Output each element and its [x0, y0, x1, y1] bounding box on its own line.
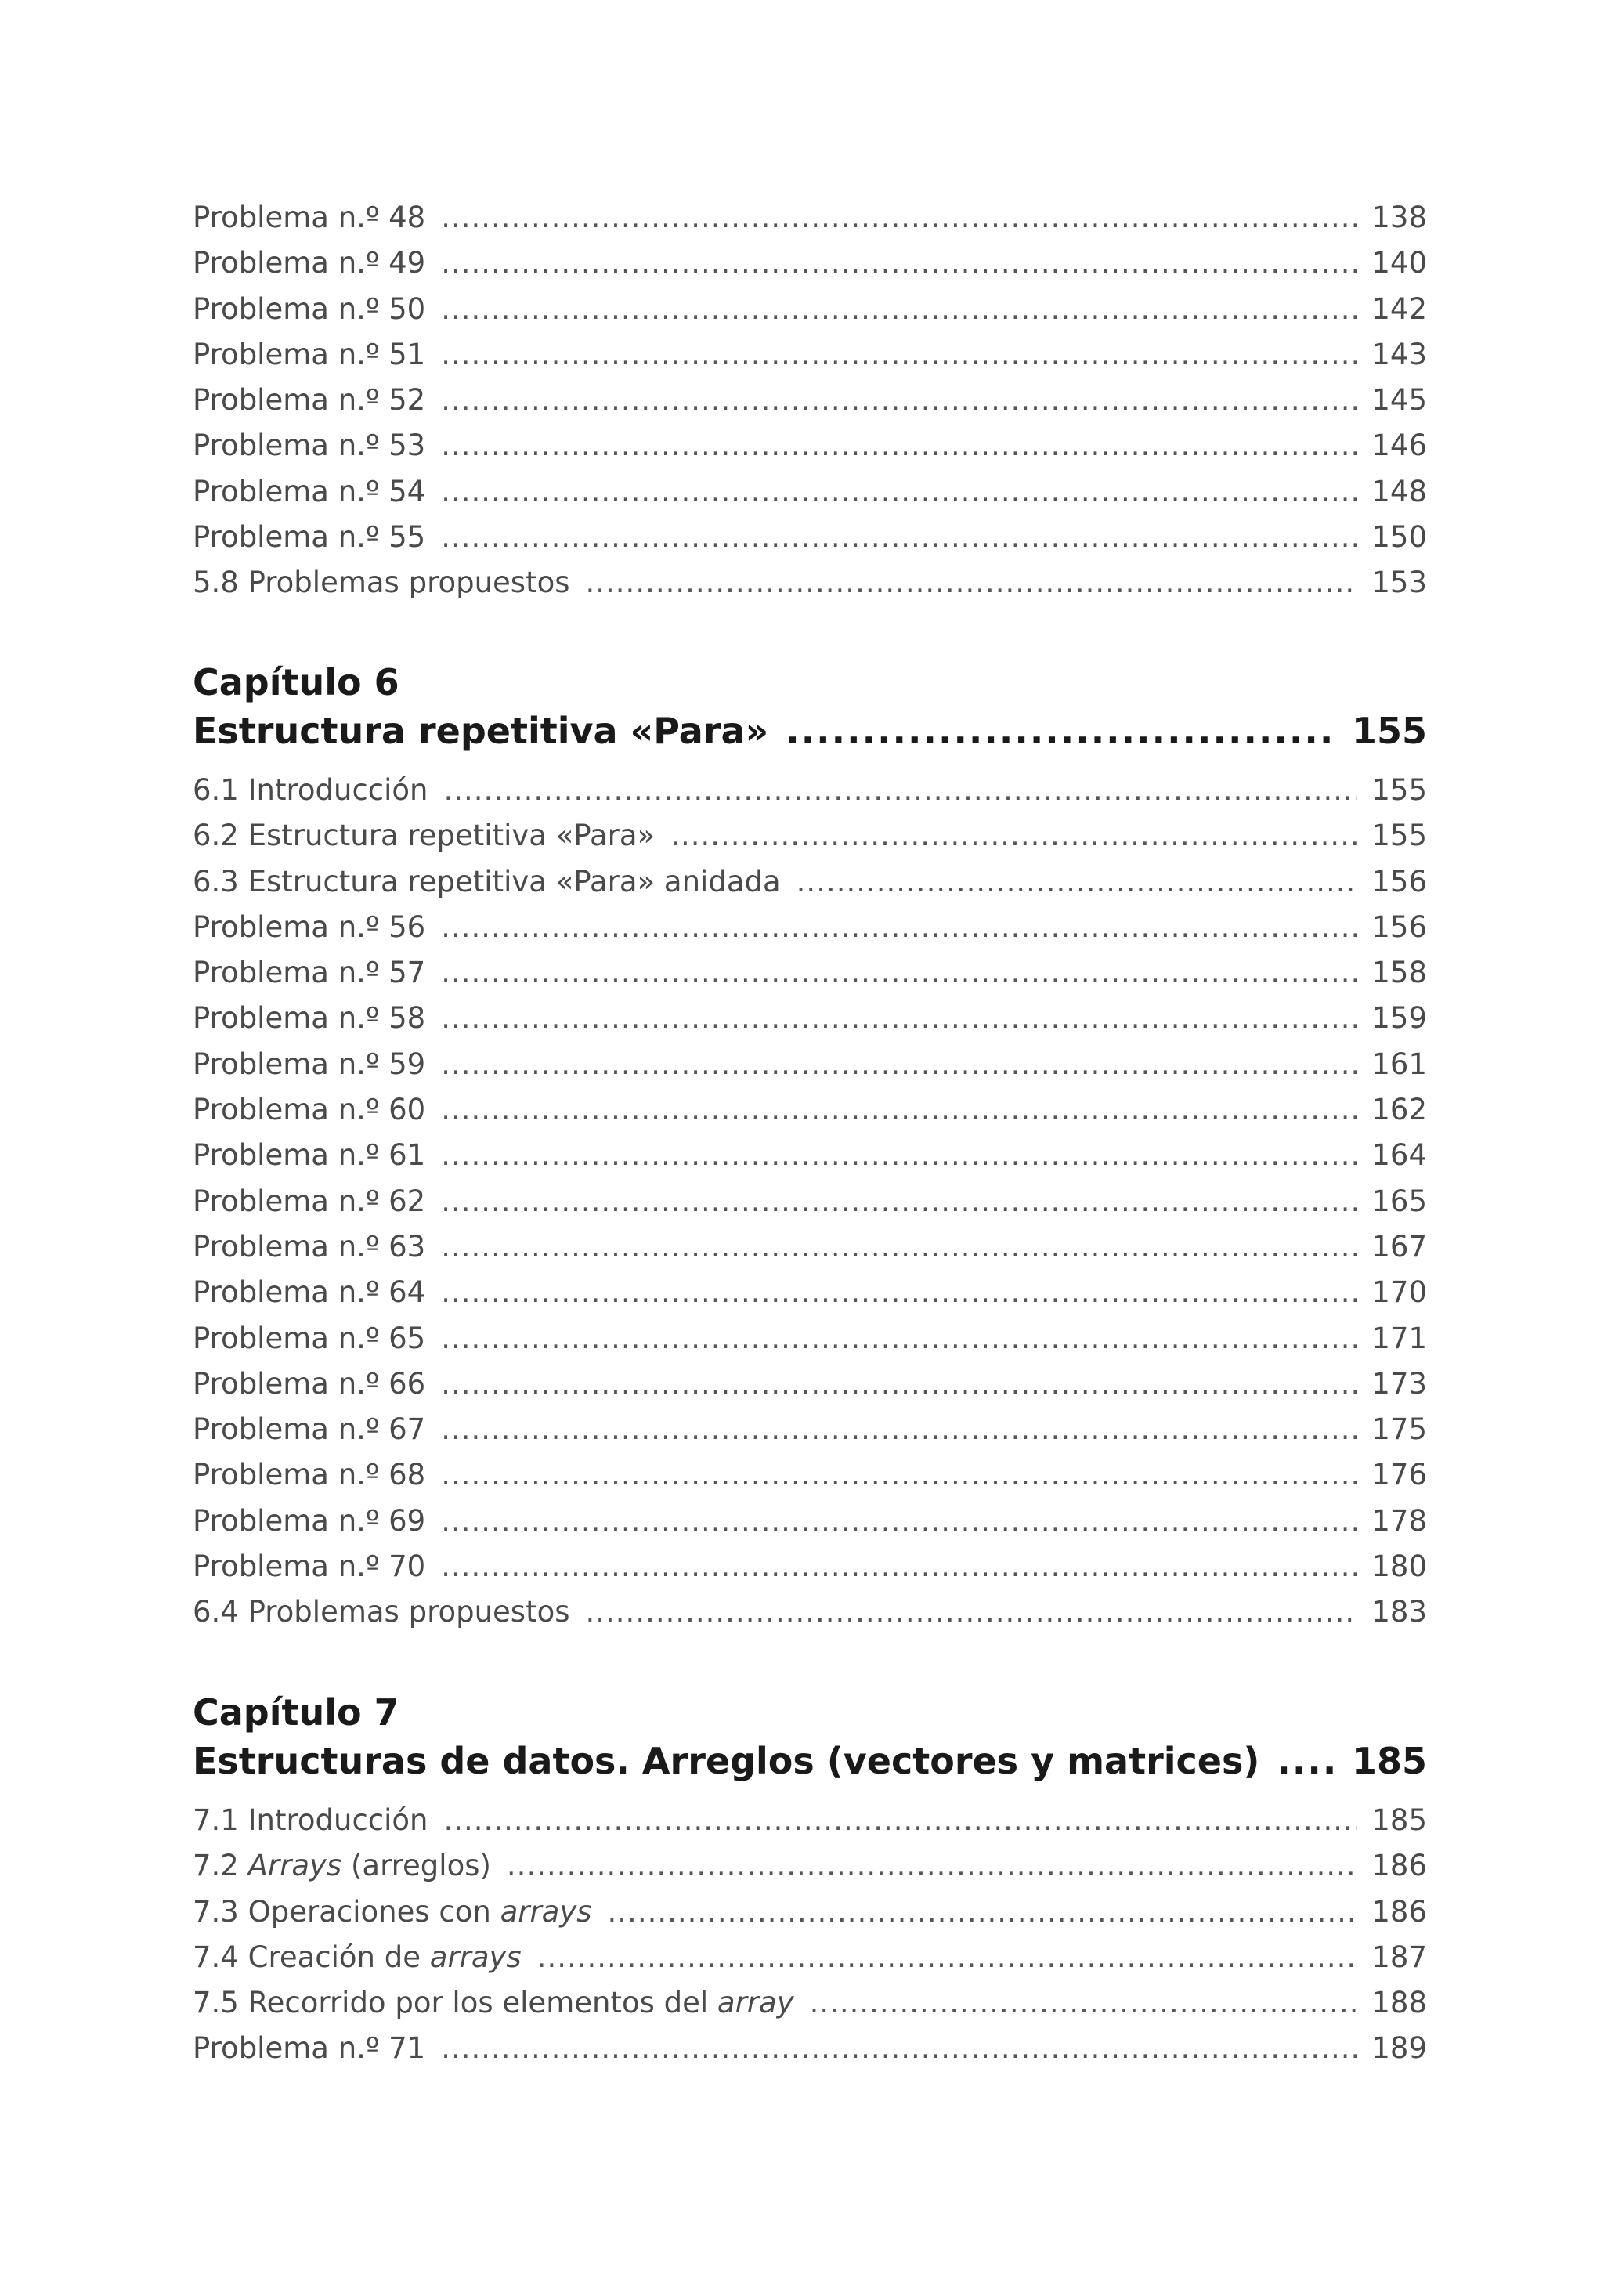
toc-entry-label: 5.8 Problemas propuestos	[193, 566, 570, 600]
toc-entry[interactable]	[193, 1986, 1427, 2031]
toc-entry-label	[193, 1940, 537, 1974]
toc-entry-label: 6.4 Problemas propuestos	[193, 1595, 570, 1629]
toc-entry[interactable]	[193, 1138, 1427, 1184]
toc-entry-label: Problema n.º 64	[193, 1275, 426, 1310]
toc-entry[interactable]	[193, 292, 1427, 338]
toc-entry-label: Problema n.º 55	[193, 520, 426, 555]
toc-entry-label: Problema n.º 65	[193, 1321, 426, 1355]
toc-entry-page: 175	[1371, 1412, 1427, 1447]
chapter-title: Estructuras de datos. Arreglos (vectores y matrices)	[193, 1740, 1260, 1782]
toc-entry-page: 140	[1371, 246, 1427, 280]
toc-entry-page: 145	[1371, 383, 1427, 418]
toc-entry-page: 186	[1371, 1894, 1427, 1929]
dot-leader	[441, 292, 1357, 326]
toc-entry-label: Problema n.º 51	[193, 337, 426, 371]
toc-entry-label: Problema n.º 49	[193, 246, 426, 280]
toc-entry-label: Problema n.º 48	[193, 201, 426, 234]
toc-entry-label: Problema n.º 71	[193, 2031, 426, 2066]
toc-entry-page: 138	[1371, 201, 1427, 234]
toc-entry-page: 183	[1371, 1595, 1427, 1629]
toc-entry-label: Problema n.º 59	[193, 1047, 426, 1081]
dot-leader	[441, 1322, 1357, 1355]
dot-leader	[537, 1940, 1358, 1974]
toc-entry-label: Problema n.º 57	[193, 956, 426, 990]
toc-entry[interactable]	[193, 1001, 1427, 1047]
dot-leader	[441, 2031, 1357, 2065]
toc-entry-page: 170	[1371, 1275, 1427, 1310]
toc-entry-page: 161	[1371, 1047, 1427, 1081]
toc-entry[interactable]	[193, 1184, 1427, 1230]
toc-entry[interactable]	[193, 956, 1427, 1001]
dot-leader	[441, 383, 1357, 417]
dot-leader	[441, 475, 1357, 508]
toc-chapter-6	[193, 655, 1427, 766]
dot-leader	[441, 1367, 1357, 1401]
toc-entry[interactable]	[193, 383, 1427, 428]
label-italic: arrays	[500, 1894, 592, 1929]
toc-entry-page: 142	[1371, 291, 1427, 326]
toc-entry[interactable]	[193, 1412, 1427, 1458]
toc-entry[interactable]	[193, 1895, 1427, 1940]
dot-leader	[441, 1275, 1357, 1309]
toc-entry-label: Problema n.º 69	[193, 1503, 426, 1538]
toc-entry-label: Problema n.º 62	[193, 1184, 426, 1218]
toc-entry-label: Problema n.º 58	[193, 1001, 426, 1036]
toc-entry-label: Problema n.º 52	[193, 383, 426, 418]
dot-leader	[441, 520, 1357, 554]
label-text: 7.2	[193, 1849, 248, 1883]
toc-entry[interactable]	[193, 1940, 1427, 1986]
toc-entry[interactable]	[193, 1322, 1427, 1367]
label-italic: arrays	[429, 1940, 522, 1974]
toc-entry-label	[193, 1986, 810, 2019]
toc-chapter-7	[193, 1685, 1427, 1796]
chapter-title-entry[interactable]	[193, 710, 1427, 766]
toc-entry-label: Problema n.º 66	[193, 1366, 426, 1401]
toc-entry-page: 171	[1371, 1321, 1427, 1355]
dot-leader	[608, 1895, 1358, 1929]
dot-leader	[441, 428, 1357, 462]
label-text: (arreglos)	[341, 1849, 491, 1883]
label-italic: array	[717, 1986, 794, 2020]
toc-entry-page: 188	[1371, 1986, 1427, 2020]
toc-entry[interactable]	[193, 428, 1427, 474]
toc-entry[interactable]	[193, 520, 1427, 566]
toc-entry-page: 155	[1371, 819, 1427, 853]
toc-section-chapter5-tail	[193, 201, 1427, 612]
dot-leader	[441, 1504, 1357, 1538]
toc-entry[interactable]	[193, 1230, 1427, 1275]
toc-entry-label: 6.3 Estructura repetitiva «Para» anidada	[193, 864, 781, 899]
label-text: 7.4 Creación de	[193, 1940, 430, 1974]
dot-leader	[444, 1803, 1358, 1837]
toc-entry-page: 158	[1371, 956, 1427, 990]
toc-entry-page: 153	[1371, 566, 1427, 600]
toc-entry-page: 155	[1371, 773, 1427, 807]
dot-leader	[670, 819, 1357, 852]
toc-entry-label: 6.2 Estructura repetitiva «Para»	[193, 819, 656, 853]
toc-entry-label: 6.1 Introducción	[193, 773, 428, 807]
toc-entry[interactable]	[193, 865, 1427, 910]
toc-entry-label: Problema n.º 56	[193, 909, 426, 944]
toc-entry-label: Problema n.º 53	[193, 428, 426, 463]
dot-leader	[441, 1093, 1357, 1126]
toc-entry-page: 186	[1371, 1849, 1427, 1883]
toc-entry[interactable]	[193, 201, 1427, 246]
toc-entry[interactable]	[193, 910, 1427, 956]
dot-leader	[441, 1549, 1357, 1583]
dot-leader	[441, 1047, 1357, 1081]
dot-leader	[441, 910, 1357, 944]
toc-entry-page: 164	[1371, 1138, 1427, 1173]
dot-leader	[441, 246, 1357, 280]
dot-leader	[441, 338, 1357, 371]
chapter-title: Estructura repetitiva «Para»	[193, 710, 769, 752]
toc-entry-page: 187	[1371, 1940, 1427, 1974]
toc-entry[interactable]	[193, 1047, 1427, 1093]
toc-chapter-6-entries	[193, 773, 1427, 1641]
toc-entry-page: 159	[1371, 1001, 1427, 1036]
chapter-label: Capítulo 6	[193, 661, 399, 703]
dot-leader	[586, 566, 1358, 599]
toc-entry-label: Problema n.º 60	[193, 1093, 426, 1127]
toc-entry-page: 156	[1371, 909, 1427, 944]
toc-entry-page: 148	[1371, 474, 1427, 508]
toc-entry[interactable]	[193, 819, 1427, 864]
dot-leader	[441, 1412, 1357, 1446]
toc-entry-label: Problema n.º 67	[193, 1412, 426, 1447]
dot-leader	[786, 710, 1335, 752]
toc-entry[interactable]	[193, 773, 1427, 819]
toc-entry[interactable]	[193, 246, 1427, 291]
toc-entry[interactable]	[193, 1458, 1427, 1503]
toc-entry-label: Problema n.º 50	[193, 291, 426, 326]
toc-entry-page: 173	[1371, 1366, 1427, 1401]
toc-entry-label: Problema n.º 70	[193, 1549, 426, 1584]
chapter-page: 185	[1351, 1740, 1427, 1782]
toc-entry-page: 180	[1371, 1549, 1427, 1584]
toc-entry[interactable]	[193, 1849, 1427, 1894]
chapter-page: 155	[1351, 710, 1427, 752]
dot-leader	[1277, 1740, 1335, 1782]
dot-leader	[441, 1230, 1357, 1264]
dot-leader	[810, 1986, 1358, 2019]
dot-leader	[441, 1184, 1357, 1218]
toc-entry-page: 176	[1371, 1458, 1427, 1492]
toc-entry-page: 150	[1371, 520, 1427, 555]
toc-entry-label: Problema n.º 63	[193, 1229, 426, 1264]
toc-entry[interactable]	[193, 566, 1427, 611]
toc-entry-label: 7.1 Introducción	[193, 1803, 428, 1837]
toc-entry[interactable]	[193, 1093, 1427, 1138]
toc-entry[interactable]	[193, 1275, 1427, 1321]
toc-entry-page: 178	[1371, 1503, 1427, 1538]
dot-leader	[586, 1595, 1358, 1629]
toc-entry-label	[193, 1895, 608, 1929]
toc-entry-page: 143	[1371, 337, 1427, 371]
label-text: 7.5 Recorrido por los elementos del	[193, 1986, 717, 2020]
toc-entry[interactable]	[193, 338, 1427, 383]
dot-leader	[441, 1138, 1357, 1172]
toc-entry-page: 165	[1371, 1184, 1427, 1218]
dot-leader	[441, 1001, 1357, 1035]
toc-entry[interactable]	[193, 1595, 1427, 1640]
chapter-label: Capítulo 7	[193, 1691, 399, 1734]
dot-leader	[441, 956, 1357, 989]
toc-entry-page: 167	[1371, 1229, 1427, 1264]
toc-entry-label: Problema n.º 54	[193, 474, 426, 508]
toc-entry[interactable]	[193, 1549, 1427, 1595]
toc-entry[interactable]	[193, 1367, 1427, 1412]
toc-entry[interactable]	[193, 2031, 1427, 2077]
toc-entry-label	[193, 1849, 507, 1882]
toc-entry-page: 185	[1371, 1803, 1427, 1837]
toc-entry-label: Problema n.º 61	[193, 1138, 426, 1173]
label-text: 7.3 Operaciones con	[193, 1894, 500, 1929]
toc-chapter-7-entries	[193, 1803, 1427, 2077]
toc-entry-label: Problema n.º 68	[193, 1458, 426, 1492]
chapter-title-entry[interactable]	[193, 1740, 1427, 1796]
toc-entry[interactable]	[193, 1803, 1427, 1849]
dot-leader	[507, 1849, 1357, 1882]
toc-entry-page: 156	[1371, 864, 1427, 899]
toc-entry[interactable]	[193, 475, 1427, 520]
toc-entry-page: 162	[1371, 1093, 1427, 1127]
label-italic: Arrays	[247, 1849, 342, 1883]
dot-leader	[444, 773, 1358, 807]
toc-entry[interactable]	[193, 1504, 1427, 1549]
toc-entry-page: 146	[1371, 428, 1427, 463]
dot-leader	[441, 1458, 1357, 1491]
dot-leader	[797, 865, 1358, 899]
dot-leader	[441, 201, 1357, 234]
toc-entry-page: 189	[1371, 2031, 1427, 2066]
